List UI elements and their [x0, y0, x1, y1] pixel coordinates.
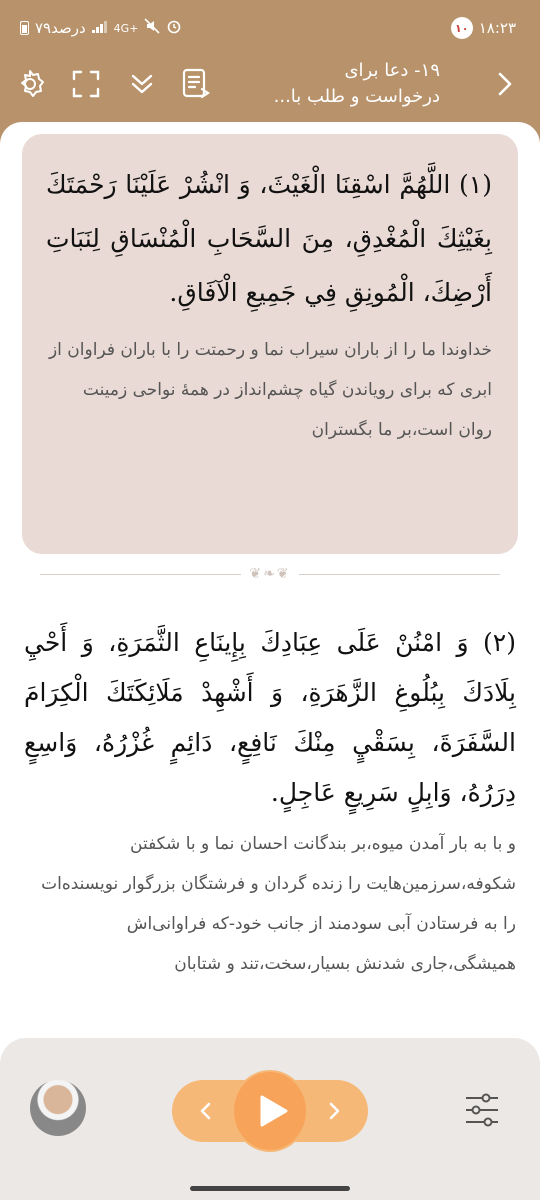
status-right [451, 17, 516, 39]
fullscreen-icon[interactable] [66, 64, 106, 104]
equalizer-icon[interactable] [462, 1090, 502, 1130]
prayer-section-1 [22, 134, 518, 554]
alarm-icon [166, 18, 182, 38]
section-divider [40, 566, 500, 582]
battery-icon [20, 21, 29, 35]
status-time: ۱۸:۲۳ [478, 19, 516, 37]
arabic-text: (٢) وَ امْنُنْ عَلَى عِبَادِكَ بِإِينَاعِ الثَّمَرَةِ، وَ أَحْيِ بِلَادَكَ بِبُلُوغِ الزَّهَرَةِ، وَ أَشْهِدْ مَلَائِكَتَكَ الْكِرَامَ السَّفَرَةَ، بِسَقْيٍ مِنْكَ نَافِعٍ، دَائِمٍ غُزْرُهُ، وَاسِعٍ دِرَرُهُ، وَابِلٍ سَرِيعٍ عَاجِلٍ. [24, 628, 516, 807]
persian-translation: خداوندا ما را از باران سیراب نما و رحمتت را با باران فراوان از ابری که برای رویاندن گیاه چشم‌انداز در همۀ نواحی زمینت روان است،بر ما بگستران [48, 340, 492, 440]
network-type: 4G+ [113, 21, 139, 35]
toolbar [0, 56, 540, 118]
prev-button[interactable] [188, 1094, 222, 1128]
double-chevron-down-icon[interactable] [122, 64, 162, 104]
battery-text: ۷۹درصد [35, 19, 86, 37]
title-line-1: ۱۹- دعا برای [344, 60, 440, 81]
status-left [20, 18, 182, 38]
notification-badge: ۱۰ [451, 17, 473, 39]
chevron-right-icon [491, 69, 517, 99]
back-button[interactable] [484, 64, 524, 104]
persian-translation: و با به بار آمدن میوه،بر بندگانت احسان نما و با شکفتن شکوفه،سرزمین‌هایت را زنده گردان و فرشتگان بزرگوار نویسنده‌ات را به فرستادن آبی سودمند از جانب خود-که فراوانی‌اش همیشگی،جاری شدنش بسیار،سخت،تند و شتابان [41, 834, 516, 974]
mute-icon [144, 18, 160, 38]
home-indicator[interactable] [190, 1186, 350, 1191]
reciter-avatar[interactable] [30, 1080, 86, 1136]
play-icon [258, 1094, 288, 1128]
status-bar [0, 0, 540, 56]
divider-ornament-icon: ❦❧❦ [249, 566, 291, 582]
chevron-left-icon [198, 1101, 212, 1121]
chevron-right-icon [328, 1101, 342, 1121]
gear-icon[interactable] [10, 64, 50, 104]
title-line-2: درخواست و طلب با... [273, 86, 440, 107]
audio-player [0, 1038, 540, 1200]
prayer-section-2 [22, 618, 518, 984]
next-button[interactable] [318, 1094, 352, 1128]
arabic-text: (١) اللَّهُمَّ اسْقِنَا الْغَيْثَ، وَ انْشُرْ عَلَيْنَا رَحْمَتَكَ بِغَيْثِكَ الْمُغْدِقِ، مِنَ السَّحَابِ الْمُنْسَاقِ لِنَبَاتِ أَرْضِكَ، الْمُونِقِ فِي جَمِيعِ الْآفَاقِ. [46, 170, 492, 307]
signal-icon [92, 19, 108, 37]
play-button[interactable] [234, 1072, 306, 1150]
page-title [190, 58, 440, 110]
